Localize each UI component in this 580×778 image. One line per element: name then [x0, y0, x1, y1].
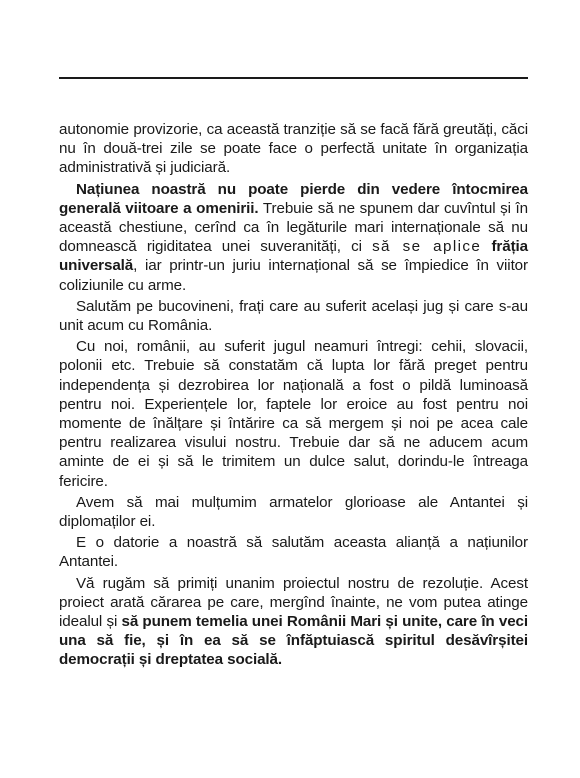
paragraph-text: Vă rugăm să primiți unanim proiectul nostru de rezoluție. Acest proiect arată cărarea pe care, mergînd înainte, ne vom putea atinge idealul și [59, 574, 528, 631]
body-text [59, 120, 528, 672]
paragraph-text: Cu noi, românii, au suferit jugul neamuri întregi: cehii, slovacii, polonii etc. Trebuie să constatăm că lupta lor fără preget pentru independența și dezrobirea lor națională a fost o pildă luminoasă pentru noi. Experiențele lor, faptele lor eroice au fost pentru noi momente de înălțare și întărire ca să mergem și noi pe acea cale pentru realizarea visului nostru. Trebuie dar să ne aducem acum aminte de ei și să le trimitem un dulce salut, dorindu-le întreaga fericire. [59, 338, 528, 490]
paragraph [59, 180, 528, 295]
paragraph [59, 493, 528, 531]
paragraph-text: , iar printr-un juriu internațional să se împiedice în viitor coliziunile cu arme. [59, 257, 528, 294]
spaced-text: să se aplice [372, 238, 482, 256]
paragraph-text: autonomie provizorie, ca această tranziție să se facă fără greutăți, căci nu în două-trei zile se poate face o perfectă unitate în organizația administrativă și judiciară. [59, 121, 528, 177]
paragraph-text [481, 238, 491, 255]
paragraph-text: Salutăm pe bucovineni, frați care au suferit același jug și care s-au unit acum cu România. [59, 297, 528, 335]
paragraph [59, 337, 528, 491]
paragraph-text: Avem să mai mulțumim armatelor glorioase ale Antantei și diplomaților ei. [59, 493, 528, 531]
paragraph-text: Trebuie să ne spunem dar cuvîntul și în această chestiune, cerînd ca în legăturile mari internaționale să nu domnească rigiditatea unei suveranități, ci [59, 199, 528, 256]
paragraph [59, 120, 528, 178]
paragraph [59, 533, 528, 571]
paragraph [59, 574, 528, 670]
header-rule [59, 77, 528, 79]
paragraph-text: E o datorie a noastră să salutăm aceasta alianță a națiunilor Antantei. [59, 534, 528, 571]
bold-text: Națiunea noastră nu poate pierde din vedere întocmirea generală viitoare a omenirii. [59, 180, 528, 217]
bold-text: să punem temelia unei Românii Mari și unite, care în veci una să fie, și în ea să se înfăptuiască spiritul desăvîrșitei democrații și dreptatea socială. [59, 613, 529, 669]
bold-text: frăția universală [59, 238, 528, 275]
paragraph [59, 297, 528, 335]
